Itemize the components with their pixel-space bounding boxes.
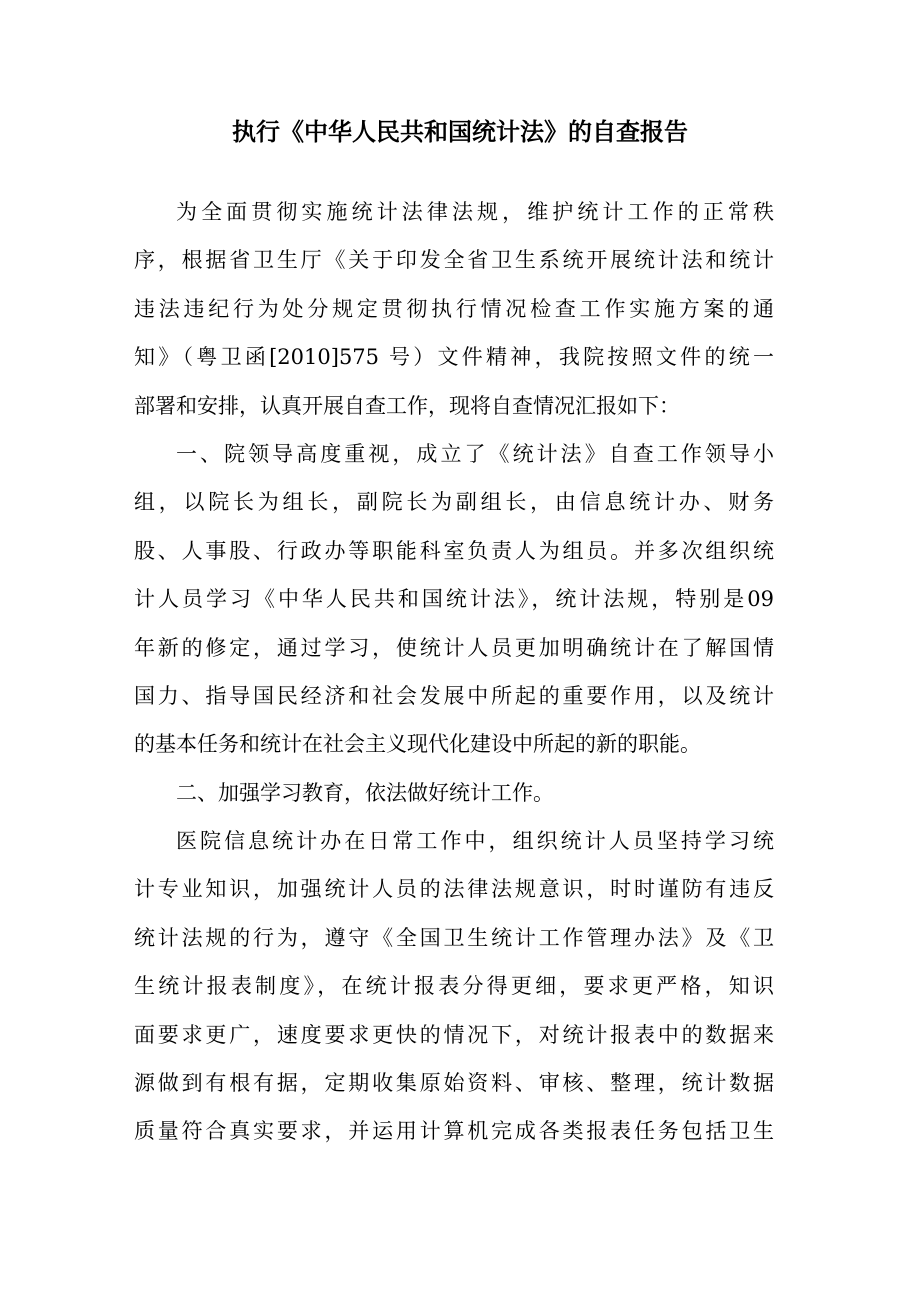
- paragraph-line: 统计法规的行为，遵守《全国卫生统计工作管理办法》及《卫: [134, 925, 774, 950]
- paragraph-section-2-heading: [134, 769, 774, 817]
- paragraph-line: 一、院领导高度重视，成立了《统计法》自查工作领导小: [176, 441, 774, 466]
- document-title: 执行《中华人民共和国统计法》的自查报告: [232, 118, 688, 146]
- document-body: [134, 188, 774, 1156]
- paragraph-line: 股、人事股、行政办等职能科室负责人为组员。并多次组织统: [134, 538, 774, 563]
- paragraph-line: 医院信息统计办在日常工作中，组织统计人员坚持学习统: [176, 829, 774, 854]
- paragraph-line: 组，以院长为组长，副院长为副组长，由信息统计办、财务: [134, 490, 774, 515]
- paragraph-intro: [134, 188, 774, 430]
- paragraph-line: 计专业知识，加强统计人员的法律法规意识，时时谨防有违反: [134, 877, 774, 902]
- paragraph-line: 的基本任务和统计在社会主义现代化建设中所起的新的职能。: [134, 732, 701, 757]
- paragraph-line: 二、加强学习教育，依法做好统计工作。: [176, 780, 554, 805]
- paragraph-line: 年新的修定，通过学习，使统计人员更加明确统计在了解国情: [134, 635, 774, 660]
- paragraph-line: 部署和安排，认真开展自查工作，现将自查情况汇报如下：: [134, 393, 680, 418]
- paragraph-line: 序，根据省卫生厅《关于印发全省卫生系统开展统计法和统计: [134, 248, 774, 273]
- paragraph-line: 为全面贯彻实施统计法律法规，维护统计工作的正常秩: [176, 200, 774, 224]
- paragraph-section-2-body: [134, 817, 774, 1156]
- paragraph-line: 违法违纪行为处分规定贯彻执行情况检查工作实施方案的通: [134, 296, 774, 321]
- paragraph-line: 生统计报表制度》，在统计报表分得更细，要求更严格，知识: [134, 974, 774, 999]
- paragraph-line: 质量符合真实要求，并运用计算机完成各类报表任务包括卫生: [134, 1119, 774, 1144]
- paragraph-line: 计人员学习《中华人民共和国统计法》，统计法规，特别是09: [134, 587, 774, 612]
- paragraph-line: 源做到有根有据，定期收集原始资料、审核、整理，统计数据: [134, 1071, 774, 1096]
- paragraph-line: 面要求更广，速度要求更快的情况下，对统计报表中的数据来: [134, 1022, 774, 1047]
- paragraph-line: 知》（粤卫函[2010]575 号）文件精神，我院按照文件的统一: [134, 345, 774, 370]
- paragraph-section-1: [134, 430, 774, 769]
- paragraph-line: 国力、指导国民经济和社会发展中所起的重要作用，以及统计: [134, 683, 774, 708]
